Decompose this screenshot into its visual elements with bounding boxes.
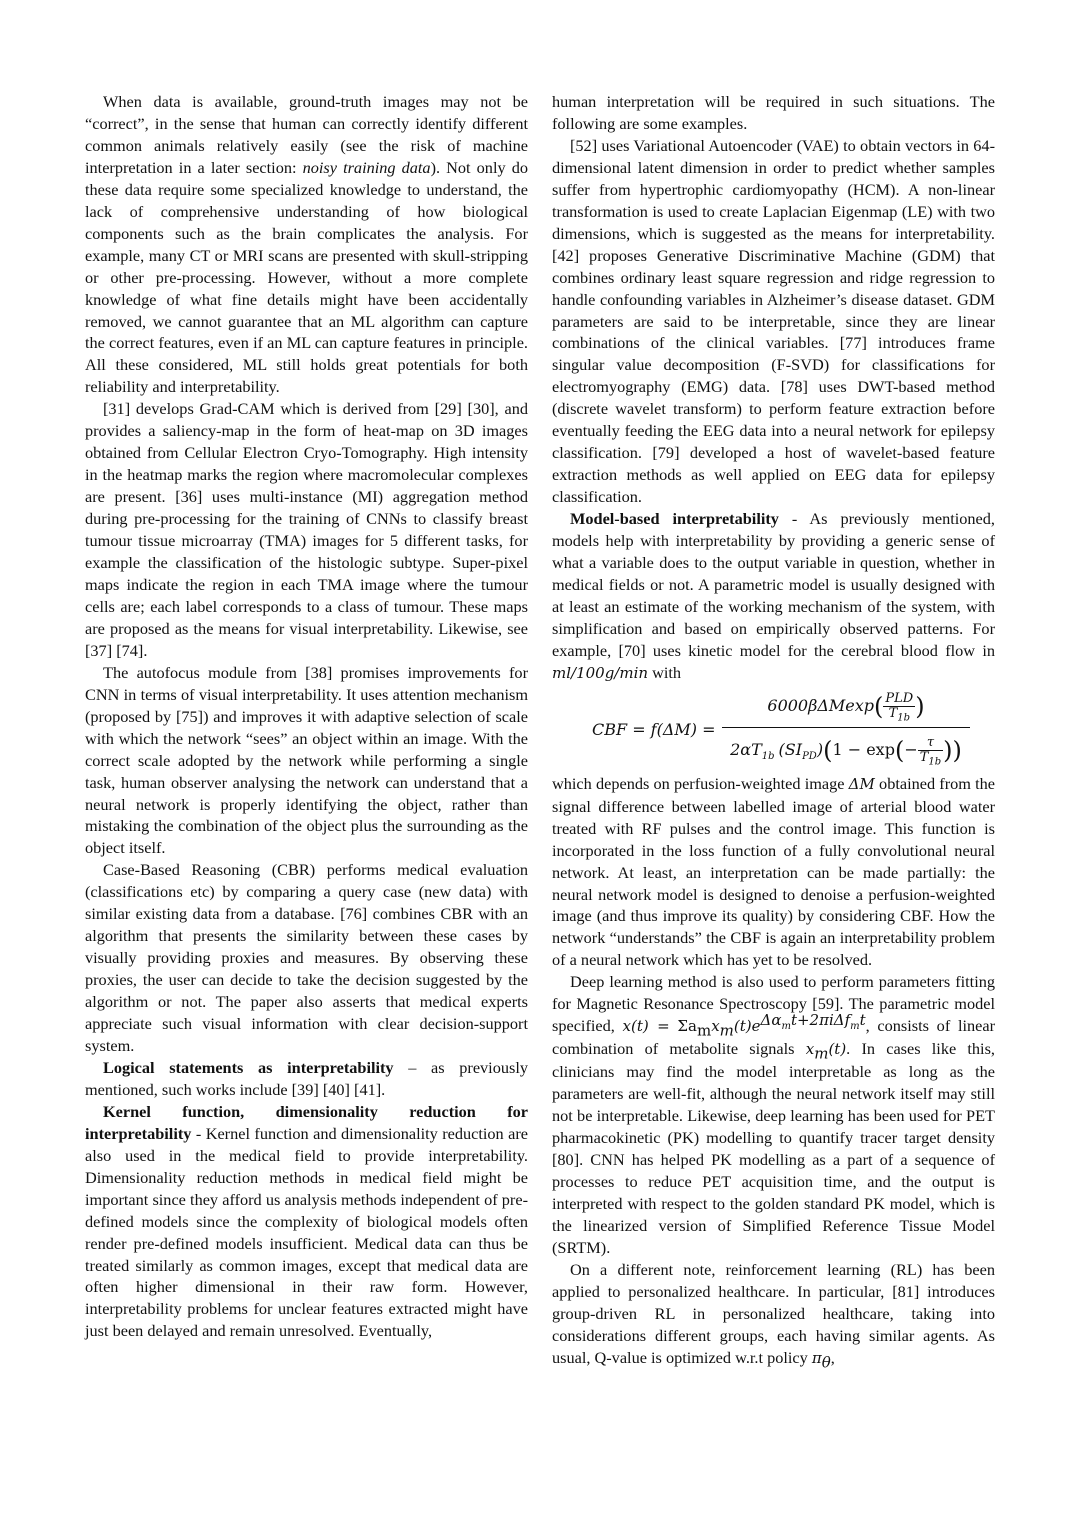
math-unit: ml/100g/min (552, 663, 649, 682)
paragraph-ground-truth (85, 91, 528, 398)
equation-fraction (722, 687, 970, 770)
paragraph-mrs-fitting (552, 971, 995, 1258)
subscript: θ (821, 1352, 831, 1371)
left-column (85, 91, 528, 1342)
text-run: - Kernel function and dimensionality reduction are also used in the medical field to provide interpretability. Dimensionality reduction methods in medical field might be important since they afford us analysis methods independent of pre-defined models since the complexity of biological models often render pre-defined models insufficient. Medical data can thus be treated similarly as common images, except that medical data are often higher dimensional in their raw form. However, interpretability problems for unclear features extracted might have just been delayed and remain unresolved. Eventually, (85, 1123, 528, 1341)
fraction-top: τ (918, 736, 943, 751)
paren-close: ) (915, 692, 925, 721)
exponent-part: t+2πiΔf (790, 1010, 851, 1029)
paragraph-logical-statements (85, 1057, 528, 1101)
paragraph-vae-examples: [52] uses Variational Autoencoder (VAE) to obtain vectors in 64-dimensional latent dimension in order to predict whether samples suffer from hypertrophic cardiomyopathy (HCM). A non-linear transformation is used to create Laplacian Eigenmap (LE) with two dimensions, which is suggested as the means for interpretability. [42] proposes Generative Discriminative Machine (GDM) that combines ordinary least square regression and ridge regression to handle confounding variables in Alzheimer’s disease dataset. GDM parameters are said to be interpretable, since they are linear combinations of the clinical variables. [77] introduces frame singular value decomposition (F-SVD) for classifications for electromyography (EMG) data. [78] uses DWT-based method (discrete wavelet transform) to perform feature extraction before eventually feeding the EEG data into a neural network for epilepsy classification. [79] developed a host of wavelet-based feature extraction methods as well applied on EEG data for epilepsy classification. (552, 135, 995, 507)
fraction-bottom-main: T (888, 705, 898, 721)
text-run: , (830, 1347, 835, 1367)
fraction-top: PLD (885, 690, 914, 706)
text-run: which depends on perfusion-weighted image (552, 773, 849, 793)
text-run: obtained from the signal difference between labelled image of arterial blood water treated with RF pulses and the control image. This function is incorporated in the loss function of a fully convolutional neural network. At least, an interpretation can be made partially: the neural network model is designed to denoise a perfusion-weighted image (and thus improve its quality) by considering CBF. How the network “understands” the CBF is again an interpretability problem of a neural network which has yet to be resolved. (552, 773, 995, 970)
math-delta-m: ΔM (848, 774, 875, 793)
section-heading-logical-statements: Logical statements as interpretability (103, 1057, 394, 1077)
math-x: x (711, 1017, 720, 1036)
fraction-bottom (883, 705, 915, 724)
math-sigma: Σa (677, 1017, 697, 1036)
paragraph-reinforcement-learning (552, 1259, 995, 1370)
paragraph-model-based (552, 508, 995, 685)
exponent-part: t (859, 1010, 866, 1029)
paragraph-continuation: human interpretation will be required in such situations. The following are some examples. (552, 92, 995, 133)
subscript: m (814, 1044, 829, 1063)
text-run: . In cases like this, clinicians may find the model interpretable as long as the parameters are well-fit, although the neural network itself may still not be interpretable. Likewise, deep learning has been used for PET pharmacokinetic (PK) modelling to quantify tracer target density [80]. CNN has helped PK modelling as a part of a sequence of processes to reduce PET acquisition time, and the output is interpreted with respect to the golden standard PK model, which is the linearized version of Simplified Reference Tissue Model (SRTM). (552, 1039, 995, 1257)
paragraph-autofocus: The autofocus module from [38] promises improvements for CNN in terms of visual interpretability. It uses attention mechanism (proposed by [75]) and improves it with adaptive selection of scale with which the network “sees” an object within an image. With the correct scale adopted by the network while performing a single task, human observer analysing the network can understand that a neural network is properly identifying the object, rather than mistaking the combination of the object plus the surrounding as the object itself. (85, 662, 528, 858)
minus-sign: − (904, 739, 918, 759)
paragraph-perfusion (552, 773, 995, 972)
right-column (552, 91, 995, 1369)
subscript: m (850, 1020, 860, 1032)
equation-lhs: CBF = f(ΔM) = (592, 719, 716, 739)
section-heading-model-based: Model-based interpretability (570, 509, 779, 529)
paren-close: )) (943, 736, 962, 765)
subscript: PD (802, 750, 817, 762)
paren-open: ( (823, 736, 833, 765)
italic-section-reference: noisy training data (302, 157, 431, 177)
inner-fraction-pld (883, 690, 915, 724)
text-run: On a different note, reinforcement learning (RL) has been applied to personalized healthcare. In particular, [81] introduces group-driven RL in personalized healthcare, taking into considerations different groups, each having similar agents. As usual, Q-value is optimized w.r.t policy (552, 1259, 995, 1367)
math-pi: π (811, 1348, 822, 1367)
si-term: (SI (778, 739, 803, 759)
subscript: 1b (897, 712, 911, 724)
text-run: ). Not only do these data require some specialized knowledge to understand, the lack of comprehensive understanding of how biological components such as the brain complicates the analysis. For example, many CT or MRI scans are presented with skull-stripping or other pre-processing. However, without a more complete knowledge of what fine details might have been accidentally removed, we cannot guarantee that an ML algorithm can capture the correct features, even if an ML can capture features in principle. All these considered, ML still holds great potentials for both reliability and interpretability. (85, 157, 528, 397)
text-run: , consists of linear combination of metabolite signals (552, 1016, 995, 1059)
text-run: - As previously mentioned, models help with interpretability by providing a generic sense of what a variable does to the output variable in question, whether in medical fields or not. A parametric model is usually designed with at least an estimate of the working mechanism of the system, with simplification and based on empirically observed patterns. For example, [70] uses kinetic model for the cerebral blood flow in (552, 509, 995, 660)
paren-open: ( (874, 692, 884, 721)
text-run: – as previously mentioned, such works include [39] [40] [41]. (85, 1057, 528, 1099)
equation-numerator (722, 687, 970, 727)
text-run: Deep learning method is also used to perform parameters fitting for Magnetic Resonance Spectroscopy [59]. The parametric model specified, (552, 972, 995, 1036)
equation-denominator (722, 730, 970, 770)
math-te: (t)e (733, 1017, 761, 1036)
paragraph-case-based-reasoning: Case-Based Reasoning (CBR) performs medical evaluation (classifications etc) by comparing a query case (new data) with similar existing data from a database. [76] combines CBR with an algorithm that presents the similarity between these cases by visually providing proxies and measures. By observing these proxies, the user can decide to take the decision suggested by the algorithm or not. The paper also asserts that medical experts appreciate such visual information with clear decision-support system. (85, 860, 528, 1055)
fraction-bottom (918, 749, 943, 768)
paragraph-kernel-function (85, 1101, 528, 1342)
subscript: 1b (928, 756, 942, 768)
math-t: (t) (828, 1040, 847, 1059)
cbf-equation (552, 685, 995, 773)
section-heading-kernel-function: Kernel function, dimensionality reduction for interpretability (85, 1101, 528, 1143)
paragraph-grad-cam: [31] develops Grad-CAM which is derived from [29] [30], and provides a saliency-map in the form of heat-map on 3D images obtained from Cellular Electron Cryo-Tomography. High intensity in the heatmap marks the region where macromolecular complexes are present. [36] uses multi-instance (MI) aggregation method during pre-processing for the training of CNNs to classify breast tumour tissue microarray (TMA) images for 5 different tasks, for example the classification of the histologic subtype. Super-pixel maps indicate the region in each TMA image where the tumour cells are; each label corresponds to a class of tumour. These maps are proposed as the means for visual interpretability. Likewise, see [37] [74]. (85, 399, 528, 660)
math-xt: x(t) = (622, 1017, 670, 1036)
exp-term: 1 − exp (832, 739, 895, 759)
si-close: ) (816, 739, 824, 759)
paren-open: ( (894, 736, 905, 765)
subscript: m (696, 1021, 712, 1040)
denominator-term: 2αT (730, 739, 762, 759)
numerator-term: 6000βΔMexp (767, 695, 875, 715)
subscript: m (719, 1021, 734, 1040)
fraction-bar (722, 727, 970, 728)
math-x: x (805, 1040, 815, 1059)
text-run: When data is available, ground-truth images may not be “correct”, in the sense that human can correctly identify different common animals relatively easily (see the risk of machine interpretation in a later section: (85, 92, 528, 177)
exponent-part: Δα (760, 1010, 782, 1029)
exponent (760, 1010, 866, 1032)
subscript: 1b (761, 750, 775, 762)
text-run: with (648, 662, 682, 682)
fraction-bottom-main: T (919, 749, 929, 765)
inner-fraction-tau (918, 734, 943, 768)
subscript: m (781, 1020, 791, 1032)
